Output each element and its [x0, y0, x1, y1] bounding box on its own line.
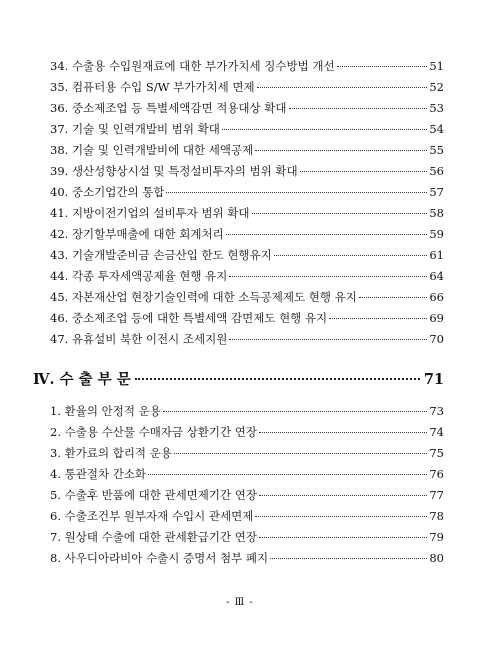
toc-entry-label: 40. 중소기업간의 통합 — [50, 185, 165, 199]
toc-entry-37[interactable] — [50, 121, 444, 142]
toc-entry-page: 56 — [429, 164, 444, 178]
toc-entry-5[interactable] — [50, 487, 444, 508]
toc-entry-3[interactable] — [50, 445, 444, 466]
toc-entry-page: 64 — [429, 269, 444, 283]
dot-leader — [257, 87, 428, 88]
toc-entry-2[interactable] — [50, 424, 444, 445]
toc-entry-page: 79 — [429, 530, 444, 544]
toc-entry-label: 43. 기술개발준비금 손금산입 한도 현행유지 — [50, 248, 272, 262]
dot-leader — [135, 378, 420, 380]
toc-entry-page: 66 — [429, 290, 444, 304]
page-number: - Ⅲ - — [226, 597, 254, 608]
toc-entry-34[interactable] — [50, 58, 444, 79]
toc-entry-page: 54 — [429, 122, 444, 136]
toc-entry-label: 39. 생산성향상시설 및 특정설비투자의 범위 확대 — [50, 164, 298, 178]
toc-entry-8[interactable] — [50, 550, 444, 571]
dot-leader — [174, 453, 427, 454]
toc-entry-page: 76 — [429, 467, 444, 481]
toc-entry-page: 75 — [429, 446, 444, 460]
toc-entry-label: 4. 통관절차 간소화 — [50, 467, 147, 481]
dot-leader — [222, 129, 427, 130]
toc-entry-42[interactable] — [50, 226, 444, 247]
toc-entry-page: 77 — [429, 488, 444, 502]
toc-entry-label: 34. 수출용 수입원재료에 대한 부가가치세 징수방법 개선 — [50, 59, 335, 73]
toc-entry-40[interactable] — [50, 184, 444, 205]
toc-entry-47[interactable] — [50, 331, 444, 352]
toc-entry-46[interactable] — [50, 310, 444, 331]
toc-entry-label: 41. 지방이전기업의 설비투자 범위 확대 — [50, 206, 250, 220]
toc-entry-7[interactable] — [50, 529, 444, 550]
toc-entry-label: 5. 수출후 반품에 대한 관세면제기간 연장 — [50, 488, 257, 502]
dot-leader — [259, 537, 427, 538]
toc-entry-page: 51 — [429, 59, 444, 73]
dot-leader — [300, 171, 428, 172]
toc-entry-label: 37. 기술 및 인력개발비 범위 확대 — [50, 122, 220, 136]
toc-entry-page: 52 — [429, 80, 444, 94]
toc-entry-page: 74 — [429, 425, 444, 439]
dot-leader — [255, 150, 427, 151]
toc-entry-label: 47. 유휴설비 북한 이전시 조세지원 — [50, 332, 228, 346]
dot-leader — [289, 108, 428, 109]
dot-leader — [259, 432, 427, 433]
dot-leader — [163, 411, 428, 412]
toc-entry-4[interactable] — [50, 466, 444, 487]
toc-entry-label: 6. 수출조건부 원부자재 수입시 관세면제 — [50, 509, 254, 523]
toc-entry-1[interactable] — [50, 403, 444, 424]
toc-entry-label: 36. 중소제조업 등 특별세액감면 적용대상 확대 — [50, 101, 287, 115]
toc-entry-page: 59 — [429, 227, 444, 241]
toc-entry-label: 2. 수출용 수산물 수매자금 상환기간 연장 — [50, 425, 257, 439]
dot-leader — [166, 192, 427, 193]
toc-entry-page: 73 — [429, 404, 444, 418]
toc-entry-page: 61 — [429, 248, 444, 262]
toc-entry-41[interactable] — [50, 205, 444, 226]
section-heading-export[interactable] — [33, 368, 444, 392]
toc-entry-label: 35. 컴퓨터용 수입 S/W 부가가치세 면제 — [50, 80, 255, 94]
toc-entry-page: 55 — [429, 143, 444, 157]
dot-leader — [229, 339, 427, 340]
toc-entry-39[interactable] — [50, 163, 444, 184]
toc-entry-38[interactable] — [50, 142, 444, 163]
toc-entry-label: 1. 환율의 안정적 운용 — [50, 404, 161, 418]
toc-entry-page: 58 — [429, 206, 444, 220]
dot-leader — [337, 66, 428, 67]
toc-list-continued — [50, 58, 444, 352]
toc-entry-page: 53 — [429, 101, 444, 115]
toc-entry-label: 8. 사우디아라비아 수출시 증명서 첨부 폐지 — [50, 551, 269, 565]
dot-leader — [255, 516, 427, 517]
dot-leader — [359, 297, 428, 298]
toc-entry-page: 80 — [429, 551, 444, 565]
toc-entry-page: 70 — [429, 332, 444, 346]
dot-leader — [229, 276, 427, 277]
toc-entry-label: 45. 자본재산업 현장기술인력에 대한 소득공제제도 현행 유지 — [50, 290, 357, 304]
toc-entry-label: 3. 환가료의 합리적 운용 — [50, 446, 172, 460]
dot-leader — [226, 234, 428, 235]
toc-entry-label: 42. 장기할부매출에 대한 회계처리 — [50, 227, 224, 241]
toc-list-export — [50, 403, 444, 571]
toc-entry-label: 7. 원상태 수출에 대한 관세환급기간 연장 — [50, 530, 257, 544]
toc-entry-43[interactable] — [50, 247, 444, 268]
section-page: 71 — [423, 371, 444, 388]
toc-entry-44[interactable] — [50, 268, 444, 289]
toc-entry-label: 44. 각종 투자세액공제율 현행 유지 — [50, 269, 228, 283]
dot-leader — [252, 213, 428, 214]
toc-entry-35[interactable] — [50, 79, 444, 100]
toc-entry-page: 69 — [429, 311, 444, 325]
toc-entry-label: 46. 중소제조업 등에 대한 특별세액 감면제도 현행 유지 — [50, 311, 328, 325]
dot-leader — [274, 255, 428, 256]
toc-entry-6[interactable] — [50, 508, 444, 529]
toc-entry-36[interactable] — [50, 100, 444, 121]
dot-leader — [270, 558, 427, 559]
toc-entry-page: 78 — [429, 509, 444, 523]
dot-leader — [148, 474, 427, 475]
toc-entry-page: 57 — [429, 185, 444, 199]
toc-entry-label: 38. 기술 및 인력개발비에 대한 세액공제 — [50, 143, 254, 157]
dot-leader — [329, 318, 427, 319]
dot-leader — [259, 495, 427, 496]
toc-entry-45[interactable] — [50, 289, 444, 310]
section-title: Ⅳ. 수 출 부 문 — [33, 371, 131, 388]
